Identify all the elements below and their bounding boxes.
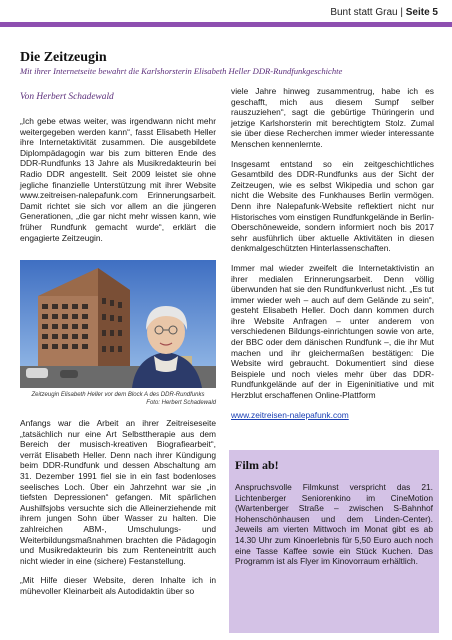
publication-name: Bunt statt Grau xyxy=(330,7,398,18)
caption-text: Zeitzeugin Elisabeth Heller vor dem Block A des DDR-Rundfunks xyxy=(31,392,205,398)
article-paragraph: „Ich gebe etwas weiter, was irgendwann nicht mehr weitergegeben werden kann“, fasst Elisabeth Heller ihre Internetaktivität zusammen. Die ausgebildete Diplompädagogin war bis zum bitteren Ende des DDR-Rundfunks 13 Jahre als Musikredakteurin bei Radio DDR angestellt. Seit 2009 leistet sie ohne jegliche finanzielle Unterstützung mit ihrer Website www.zeitreisen-nalepafunk.com Erinnerungsarbeit. Damit richtet sie sich vor allem an die jüngeren Generationen, „die gar nicht mehr wissen kann, wie früher Rundfunk gemacht wurde“, erklärt die engagierte Zeitzeugin. xyxy=(20,116,216,243)
film-box-paragraph: Anspruchsvolle Filmkunst verspricht das 21. Lichtenberger Seniorenkino im CineMotion (Wartenberger Straße – zwischen S-Bahnhof Hohenschönhausen und dem Linden-Center). Jeweils am vierten Mittwoch im Monat gibt es ab 14.30 Uhr zum Kinoerlebnis für 5,50 Euro auch noch eine Tasse Kaffee sowie ein Stück Kuchen. Das Programm ist als Flyer im Kinovorraum erhältlich. xyxy=(235,482,433,567)
article-photo xyxy=(20,260,216,388)
website-link[interactable]: www.zeitreisen-nalepafunk.com xyxy=(231,409,349,420)
article-paragraph: Immer mal wieder zweifelt die Internetaktivistin an ihrer medialen Erinnerungsarbeit. Denn völlig überwunden hat sie den Rundfunkverlust nicht. „Es tut immer wieder weh – auch auf dem Gelände zu sein“, gesteht Elisabeth Heller. Doch dann kommen durch ihre Website Anfragen – unter anderem von verschiedenen Bildungs-einrichtungen sowie von arte, der BBC oder dem dänischen Rundfunk –, die ihr Mut machen und ihr gleichermaßen bestätigen: Die Website wird gebraucht. Dokumentiert sind diese Beispiele und noch vieles mehr über das DDR-Rundfunkgelände auf der in Eigeninitiative und mit Herzblut erschaffenen Online-Plattform xyxy=(231,262,434,401)
article-column-left-bottom xyxy=(20,418,216,606)
article-paragraph: Anfangs war die Arbeit an ihrer Zeitreiseseite „tatsächlich nur eine Art Selbsttherapie aus dem Bereich der musisch-kreativen Biografiearbeit“, verrät Elisabeth Heller. Denn nach ihrer Kündigung beim DDR-Rundfunk und dessen Abschaltung am 31. Dezember 1991 fiel sie in ein fast bodenloses seelisches Loch. Über ein Jahrzehnt war sie „in tiefsten Depressionen“ gefangen. Mit spärlichen Aushilfsjobs versuchte sich die Alleinerziehende mit ihrem jungen Sohn über Wasser zu halten. Die zahlreichen ABM-, Umschulungs- und Weiterbildungsmaßnahmen brachten die Pädagogin und Musikredakteurin bis zum Renteneintritt auch nicht wieder in eine (sichere) Festanstellung. xyxy=(20,418,216,566)
article-paragraph: viele Jahre hinweg zusammentrug, habe ich es geschafft, mich aus diesem Sumpf selber rauszuziehen“, sagt die gebürtige Thüringerin und jetzige Karlshorsterin mit berechtigtem Stolz. Zumal sie über diese Recherchen immer wieder interessante Menschen kennenlernte. xyxy=(231,86,434,149)
film-box-text xyxy=(235,482,433,567)
article-subtitle: Mit ihrer Internetseite bewahrt die Karlshorsterin Elisabeth Heller DDR-Rundfunkgeschichte xyxy=(20,66,343,76)
page-number: Seite 5 xyxy=(405,7,438,18)
photo-caption xyxy=(20,391,216,407)
running-header xyxy=(330,7,438,18)
article-author: Von Herbert Schadewald xyxy=(20,92,114,102)
photo-illustration xyxy=(20,260,216,388)
article-column-right xyxy=(231,86,434,429)
article-paragraph: „Mit Hilfe dieser Website, deren Inhalte ich in mühevoller Kleinarbeit als Autodidaktin über so xyxy=(20,575,216,596)
film-box-title: Film ab! xyxy=(235,458,279,472)
article-title: Die Zeitzeugin xyxy=(20,50,107,65)
film-ab-box xyxy=(229,450,439,633)
photo-credit: Foto: Herbert Schadewald xyxy=(146,400,216,406)
article-column-left-top xyxy=(20,116,216,252)
article-paragraph: Insgesamt entstand so ein zeitgeschichtliches Gesamtbild des DDR-Rundfunks aus der Sicht der Zeitzeugen, wie es selbst Wikipedia und schon gar nicht die Website des Funkhauses Berlin vermögen. Denn ihre Nalepafunk-Website reflektiert nicht nur Historisches vom einstigen Rundfunkgelände in Berlin-Oberschöneweide, sondern informiert noch bis 2017 sehr ausführlich über aktuelle Aktivitäten in diesen denkmalgeschützten Hinterlassenschaften. xyxy=(231,158,434,254)
header-rule xyxy=(0,22,452,27)
header-separator: | xyxy=(397,7,406,18)
